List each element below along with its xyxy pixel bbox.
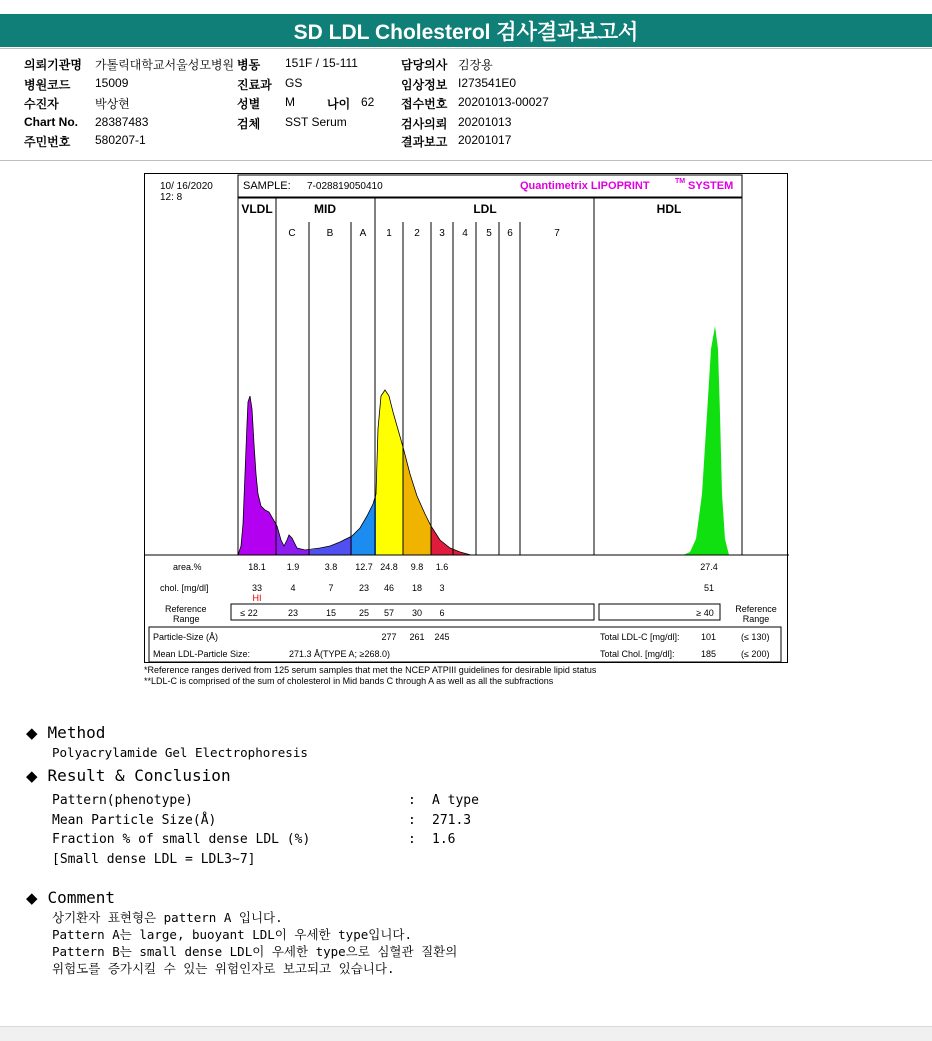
peak-ldl-1 <box>376 390 403 555</box>
brand-suffix: SYSTEM <box>688 180 734 192</box>
mean-size-type: (TYPE A; ≥268.0) <box>320 649 390 659</box>
group-ldl: LDL <box>473 202 497 216</box>
brand-tm: TM <box>675 178 686 185</box>
info-accession-value: 20201013-00027 <box>458 95 549 109</box>
result-row-size-label: Mean Particle Size(Å) <box>52 813 217 828</box>
band-a: A <box>359 228 367 239</box>
ref-vldl: ≤ 22 <box>240 608 258 618</box>
comment-line-1: 상기환자 표현형은 pattern A 입니다. <box>52 910 283 925</box>
chol-ldl-3: 3 <box>439 583 445 593</box>
peak-vldl <box>238 396 277 555</box>
info-age: 나이 <box>327 97 351 111</box>
info-department: 진료과 <box>237 78 272 92</box>
info-hospital-code: 병원코드 <box>24 78 71 92</box>
comment-heading-label: Comment <box>47 888 115 907</box>
band-6: 6 <box>507 228 513 239</box>
band-3: 3 <box>439 228 445 239</box>
diamond-icon: ◆ <box>26 766 38 785</box>
group-hdl: HDL <box>656 202 682 216</box>
info-request-date: 검사의뢰 <box>401 117 448 131</box>
ref-mid-c: 23 <box>287 608 299 618</box>
chol-mid-a: 23 <box>358 583 370 593</box>
result-row-pattern-value: A type <box>432 793 479 808</box>
total-chol-ref: (≤ 200) <box>741 649 770 659</box>
total-ldl-value: 101 <box>700 632 716 642</box>
info-clinical-value: I273541E0 <box>458 76 517 90</box>
total-ldl-ref: (≤ 130) <box>741 632 770 642</box>
group-vldl: VLDL <box>241 202 273 216</box>
report-time: 12: 8 <box>160 192 183 203</box>
area-ldl-2: 9.8 <box>410 562 424 572</box>
sample-id: 7-028819050410 <box>307 181 383 192</box>
area-ldl-1: 24.8 <box>380 562 398 572</box>
particle-ldl-1: 277 <box>381 632 397 642</box>
result-row-pattern-sep: : <box>408 793 416 808</box>
ref-ldl-2: 30 <box>411 608 423 618</box>
area-hdl: 27.4 <box>700 562 718 572</box>
info-divider <box>0 160 932 161</box>
info-hospital-code-value: 15009 <box>95 76 129 90</box>
area-ldl-3: 1.6 <box>435 562 449 572</box>
info-hospital-value: 가톨릭대학교서울성모병원 <box>95 58 235 72</box>
band-c: C <box>288 228 296 239</box>
info-patient: 수진자 <box>24 97 59 111</box>
result-row-size-value: 271.3 <box>432 813 472 828</box>
info-specimen: 검체 <box>237 117 261 131</box>
info-age-value: 62 <box>361 95 375 109</box>
area-mid-c: 1.9 <box>286 562 300 572</box>
comment-line-4: 위험도를 증가시킬 수 있는 위험인자로 보고되고 있습니다. <box>52 961 395 976</box>
chol-ldl-1: 46 <box>383 583 395 593</box>
method-text: Polyacrylamide Gel Electrophoresis <box>52 745 308 760</box>
result-heading-label: Result & Conclusion <box>47 766 231 785</box>
chol-mid-b: 7 <box>328 583 334 593</box>
area-mid-b: 3.8 <box>324 562 338 572</box>
result-row-size-sep: : <box>408 813 416 828</box>
comment-heading <box>26 888 115 907</box>
total-chol-value: 185 <box>700 649 716 659</box>
area-mid-a: 12.7 <box>355 562 373 572</box>
diamond-icon: ◆ <box>26 888 38 907</box>
peak-ldl-3 <box>431 526 471 555</box>
band-4: 4 <box>462 228 468 239</box>
info-doctor: 담당의사 <box>401 58 448 72</box>
info-chart-no-value: 28387483 <box>95 115 149 129</box>
info-report-date: 결과보고 <box>401 135 448 149</box>
info-sex-value: M <box>285 95 295 109</box>
info-resident-no: 주민번호 <box>24 135 71 149</box>
group-mid: MID <box>314 202 336 216</box>
method-heading <box>26 723 105 742</box>
footnote-2: **LDL-C is comprised of the sum of cholesterol in Mid bands C through A as well as all the subfractions <box>144 676 554 686</box>
info-clinical: 임상정보 <box>401 78 448 92</box>
band-1: 1 <box>386 228 392 239</box>
label-ref-1: Reference <box>165 604 207 614</box>
result-row-fraction-sep: : <box>408 832 416 847</box>
info-patient-value: 박상현 <box>95 97 130 111</box>
band-2: 2 <box>414 228 420 239</box>
footnote-1: *Reference ranges derived from 125 serum samples that met the NCEP ATPIII guidelines for desirable lipid status <box>144 665 597 675</box>
info-resident-no-value: 580207-1 <box>95 133 146 147</box>
ref-ldl-3: 6 <box>439 608 445 618</box>
method-heading-label: Method <box>47 723 106 742</box>
report-date: 10/ 16/2020 <box>160 181 213 192</box>
particle-ldl-2: 261 <box>409 632 425 642</box>
chol-vldl: 33 <box>251 583 263 593</box>
particle-ldl-3: 245 <box>434 632 450 642</box>
label-mean: Mean LDL-Particle Size: <box>153 649 251 659</box>
band-7: 7 <box>554 228 560 239</box>
lipoprint-svg <box>145 174 789 664</box>
info-hospital: 의뢰기관명 <box>24 58 82 72</box>
info-sex: 성별 <box>237 97 261 111</box>
hi-flag: HI <box>252 593 262 603</box>
comment-line-2: Pattern A는 large, buoyant LDL이 우세한 type입니다. <box>52 927 412 942</box>
info-request-date-value: 20201013 <box>458 115 512 129</box>
peak-hdl <box>683 326 729 555</box>
comment-line-3: Pattern B는 small dense LDL이 우세한 type으로 심혈관 질환의 <box>52 944 458 959</box>
result-row-pattern-label: Pattern(phenotype) <box>52 793 193 808</box>
sample-label: SAMPLE: <box>243 180 291 192</box>
info-report-date-value: 20201017 <box>458 133 512 147</box>
diamond-icon: ◆ <box>26 723 38 742</box>
band-5: 5 <box>486 228 492 239</box>
ref-hdl: ≥ 40 <box>696 608 714 618</box>
brand-prefix: Quantimetrix LIPOPRINT <box>520 180 650 192</box>
info-accession: 접수번호 <box>401 97 448 111</box>
total-chol-label: Total Chol. [mg/dl]: <box>600 649 675 659</box>
result-row-fraction-value: 1.6 <box>432 832 456 847</box>
info-department-value: GS <box>285 76 303 90</box>
result-note: [Small dense LDL = LDL3~7] <box>52 852 256 867</box>
label-ref-2: Range <box>173 614 200 624</box>
info-specimen-value: SST Serum <box>285 115 347 129</box>
chol-mid-c: 4 <box>290 583 296 593</box>
ref-mid-b: 15 <box>325 608 337 618</box>
chol-ldl-2: 18 <box>411 583 423 593</box>
mean-size-value: 271.3 Å <box>289 649 321 659</box>
ref-right-2: Range <box>742 614 770 624</box>
ref-right-1: Reference <box>735 604 777 614</box>
header-divider <box>0 48 932 49</box>
info-ward: 병동 <box>237 58 261 72</box>
report-title: SD LDL Cholesterol 검사결과보고서 <box>293 20 639 44</box>
ref-mid-a: 25 <box>358 608 370 618</box>
result-row-fraction-label: Fraction % of small dense LDL (%) <box>52 832 311 847</box>
info-chart-no: Chart No. <box>24 115 78 129</box>
bottom-scroll-area <box>0 1026 932 1041</box>
report-title-bar <box>0 14 932 47</box>
total-ldl-label: Total LDL-C [mg/dl]: <box>600 632 680 642</box>
label-area: area.% <box>173 562 202 572</box>
lipoprint-report <box>144 173 788 663</box>
peak-mid-a <box>352 494 376 555</box>
ref-ldl-1: 57 <box>383 608 395 618</box>
info-ward-value: 151F / 15-111 <box>285 56 358 70</box>
chol-hdl: 51 <box>703 583 715 593</box>
area-vldl: 18.1 <box>248 562 266 572</box>
label-particle: Particle-Size (Å) <box>153 632 219 642</box>
result-heading <box>26 766 231 785</box>
label-chol: chol. [mg/dl] <box>160 583 209 593</box>
band-b: B <box>326 228 334 239</box>
info-doctor-value: 김장용 <box>458 58 493 72</box>
